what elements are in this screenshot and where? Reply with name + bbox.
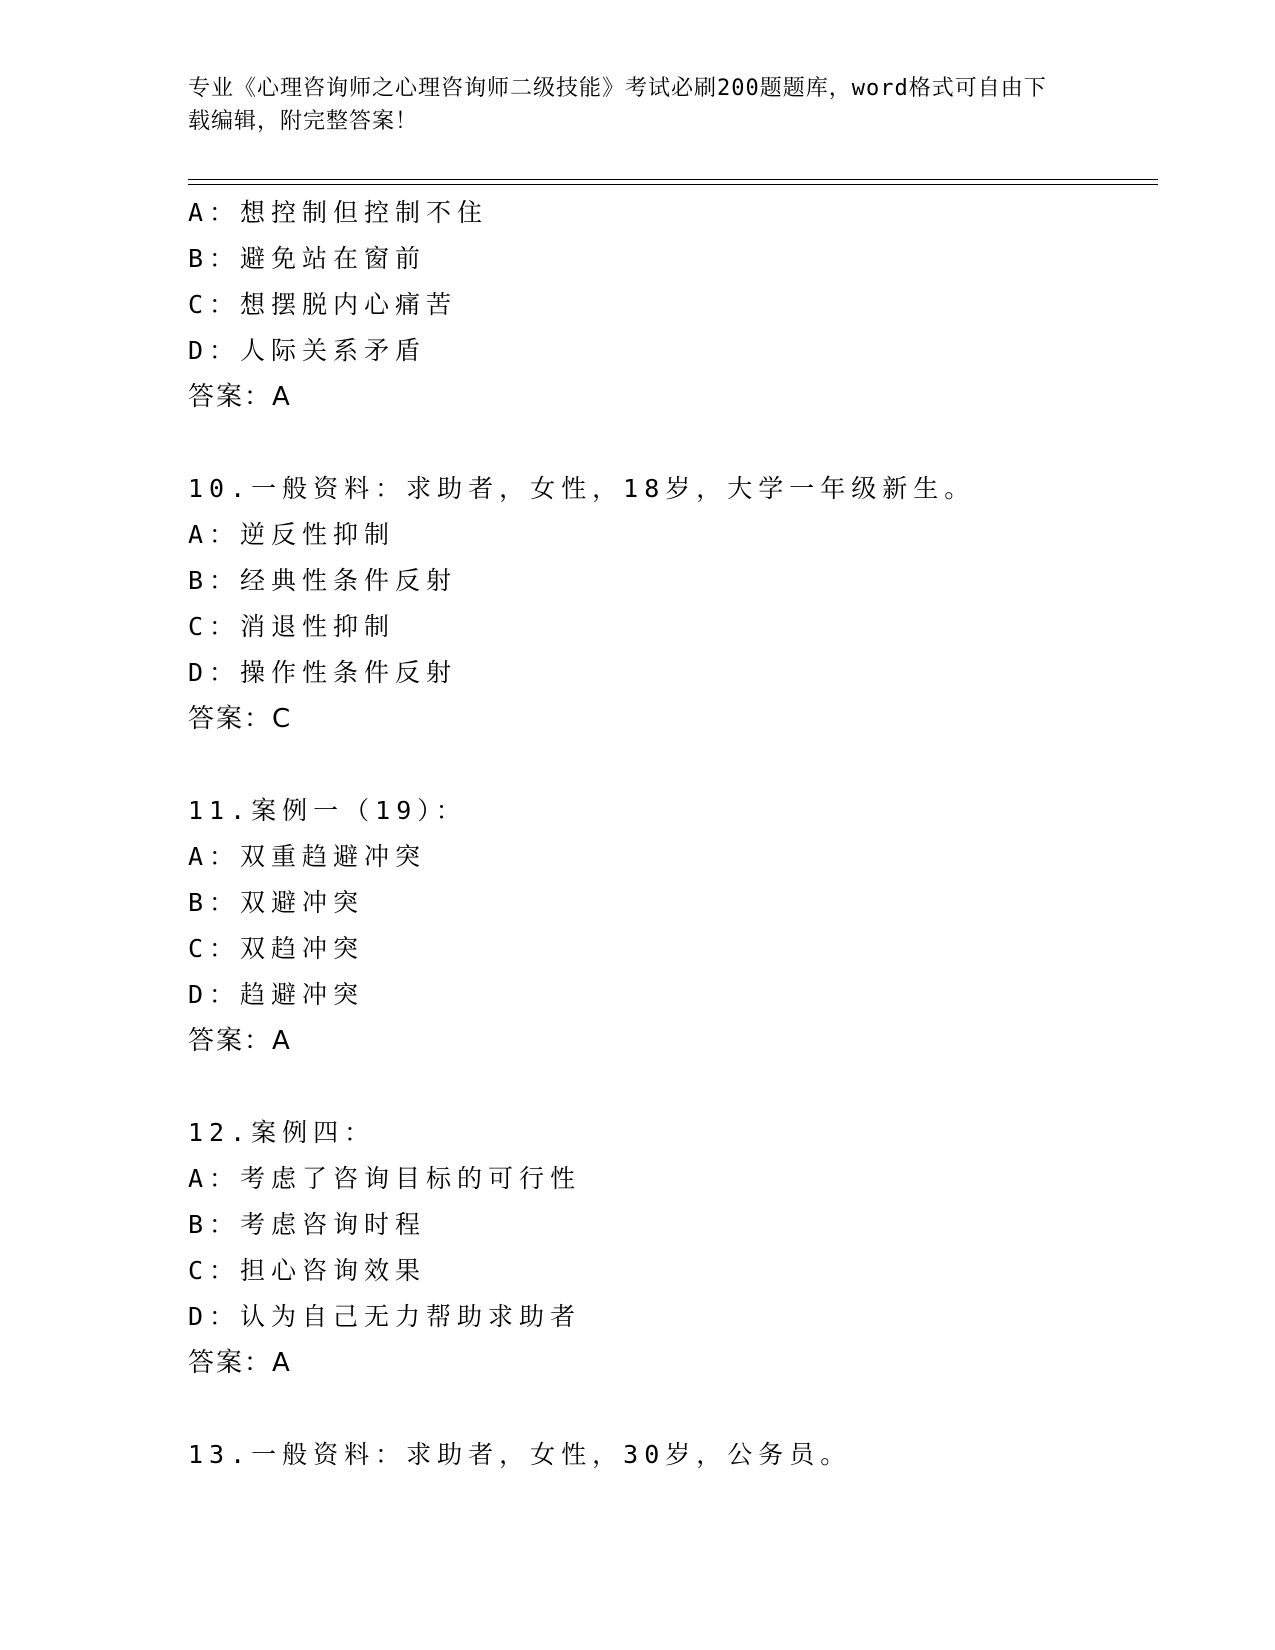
spacer <box>188 1386 1148 1432</box>
option-c: C：双趋冲突 <box>188 934 365 963</box>
option-a: A：想控制但控制不住 <box>188 198 489 227</box>
answer-line: 答案：A <box>188 1026 292 1056</box>
question-block-13 <box>188 1432 1148 1478</box>
question-title: 11.案例一（19）： <box>188 796 467 825</box>
spacer <box>188 742 1148 788</box>
header-text: 专业《心理咨询师之心理咨询师二级技能》考试必刷200题题库，word格式可自由下载编辑，附完整答案！ <box>188 76 1047 134</box>
option-d: D：趋避冲突 <box>188 980 365 1009</box>
option-b: B：考虑咨询时程 <box>188 1210 427 1239</box>
answer-line: 答案：C <box>188 704 293 734</box>
option-b: B：双避冲突 <box>188 888 365 917</box>
spacer <box>188 420 1148 466</box>
option-c: C：消退性抑制 <box>188 612 396 641</box>
question-title: 12.案例四： <box>188 1118 376 1147</box>
option-d: D：操作性条件反射 <box>188 658 458 687</box>
header-divider-bottom <box>188 184 1158 185</box>
answer-line: 答案：A <box>188 382 292 412</box>
question-title: 10.一般资料：求助者，女性，18岁，大学一年级新生。 <box>188 474 976 503</box>
option-a: A：考虑了咨询目标的可行性 <box>188 1164 582 1193</box>
question-block-10 <box>188 466 1148 742</box>
question-list <box>188 190 1148 1478</box>
option-d: D：认为自己无力帮助求助者 <box>188 1302 582 1331</box>
option-a: A：逆反性抑制 <box>188 520 396 549</box>
spacer <box>188 1064 1148 1110</box>
header-divider-top <box>188 179 1158 180</box>
option-c: C：担心咨询效果 <box>188 1256 427 1285</box>
answer-line: 答案：A <box>188 1348 292 1378</box>
question-title: 13.一般资料：求助者，女性，30岁，公务员。 <box>188 1440 852 1469</box>
option-b: B：避免站在窗前 <box>188 244 427 273</box>
question-block-12 <box>188 1110 1148 1386</box>
question-block-9 <box>188 190 1148 420</box>
option-d: D：人际关系矛盾 <box>188 336 427 365</box>
option-a: A：双重趋避冲突 <box>188 842 427 871</box>
option-c: C：想摆脱内心痛苦 <box>188 290 458 319</box>
option-b: B：经典性条件反射 <box>188 566 458 595</box>
document-header <box>188 72 1068 138</box>
question-block-11 <box>188 788 1148 1064</box>
